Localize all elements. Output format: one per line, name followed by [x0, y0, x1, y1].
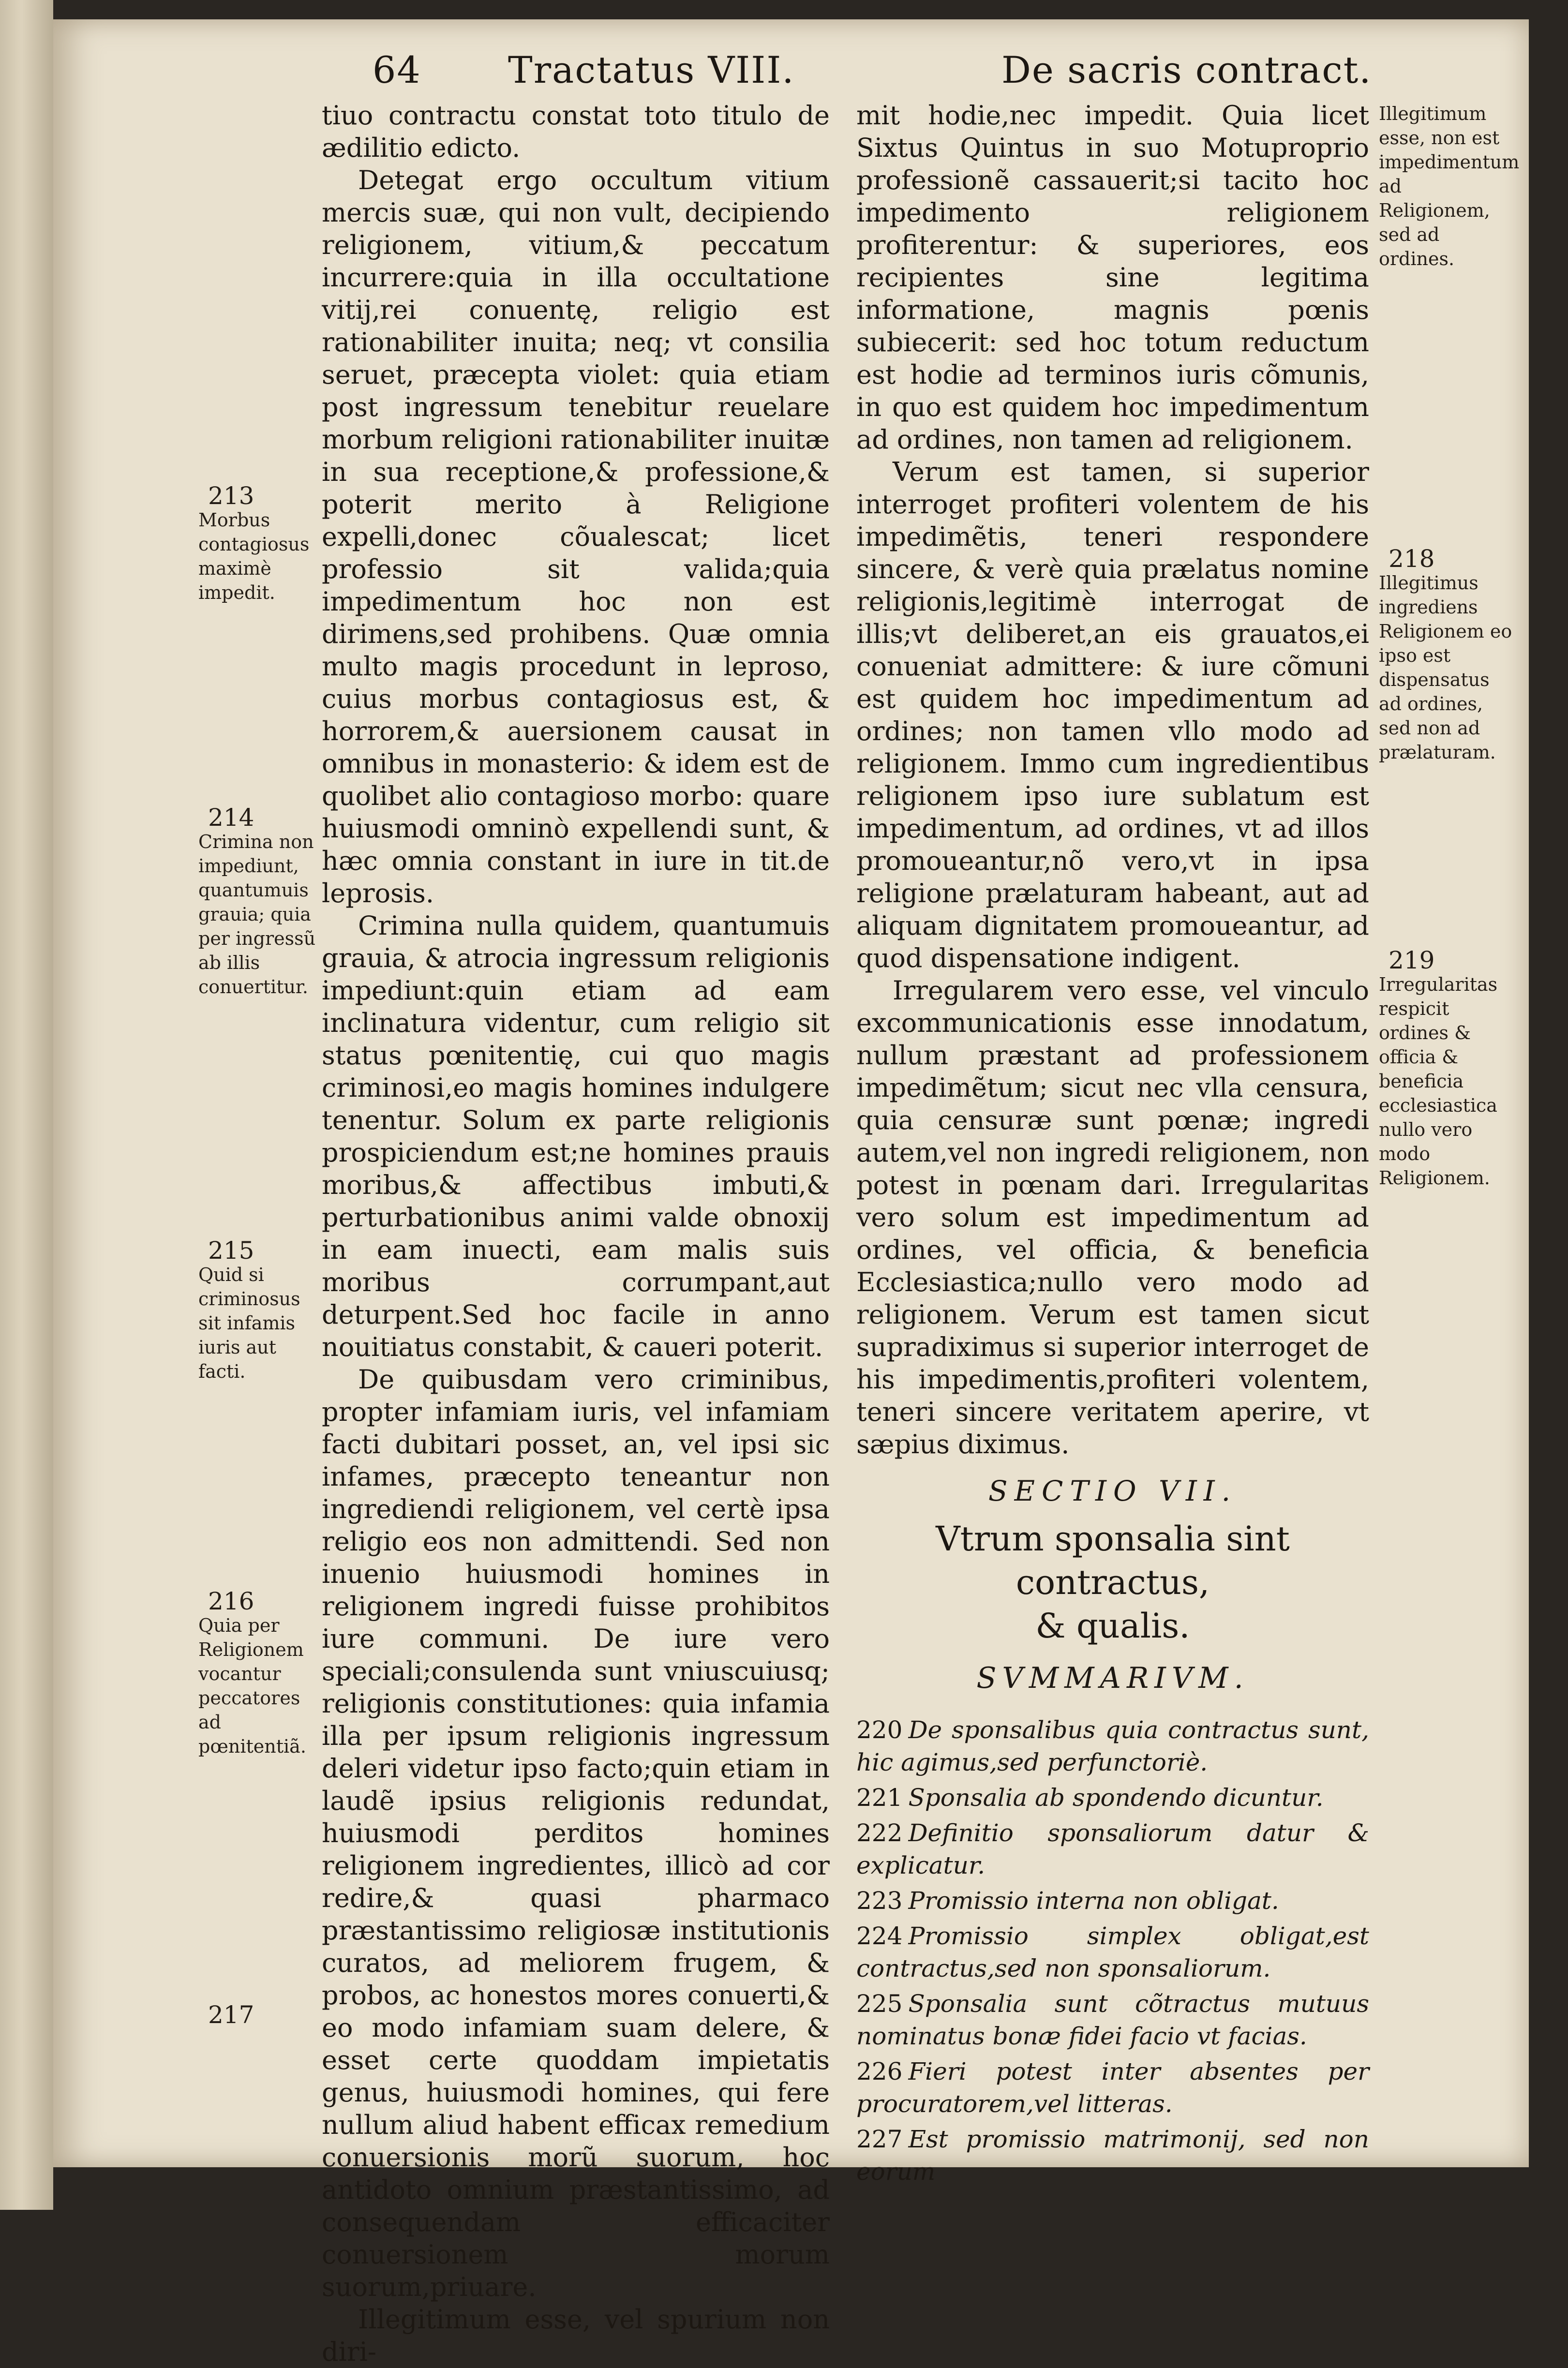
summary-list: [856, 1714, 1369, 2188]
margin-note-217: 217: [208, 2001, 254, 2029]
margin-note-216: 216 Quia per Religionem vocantur peccatores ad pœnitentiã.: [198, 1587, 306, 1757]
paragraph: Illegitimum esse, vel spurium non diri-: [322, 2304, 830, 2367]
margin-note-214: 214 Crimina non impediunt, quantumuis grauia; quia per ingressũ ab illis conuertitur.: [198, 804, 316, 998]
left-text-column: [322, 99, 830, 2368]
paragraph: tiuo contractu constat toto titulo de ædilitio edicto.: [322, 100, 830, 163]
summary-item: 223 Promissio interna non obligat.: [856, 1887, 1279, 1915]
summary-item: 221 Sponsalia ab spondendo dicuntur.: [856, 1784, 1324, 1812]
summary-item: 220 De sponsalibus quia contractus sunt, hic agimus,sed perfunctoriè.: [856, 1716, 1369, 1776]
margin-note-215: 215 Quid si criminosus sit infamis iuris aut facti.: [198, 1236, 300, 1382]
summary-item: 227 Est promissio matrimonij, sed non eorum: [856, 2125, 1369, 2186]
header-title-left: Tractatus VIII.: [508, 48, 795, 91]
summary-item: 224 Promissio simplex obligat,est contractus,sed non sponsaliorum.: [856, 1922, 1369, 1982]
margin-note-213: 213 Morbus contagiosus maximè impedit.: [198, 482, 310, 603]
summary-item: 226 Fieri potest inter absentes per procuratorem,vel litteras.: [856, 2057, 1369, 2118]
paragraph: mit hodie,nec impedit. Quia licet Sixtus Quintus in suo Motuproprio professionẽ cassauerit;si tacito hoc impedimento religionem profiterentur: & superiores, eos recipientes sine legitima informatione, magnis pœnis subiecerit: sed hoc totum reductum est hodie ad terminos iuris cõmunis, in quo est quidem hoc impedimentum ad ordines, non tamen ad religionem.: [856, 100, 1369, 455]
margin-note-218: 218 Illegitimus ingrediens Religionem eo ipso est dispensatus ad ordines, sed non ad prælaturam.: [1379, 545, 1512, 763]
summary-item: 225 Sponsalia sunt cõtractus mutuus nominatus bonæ fidei facio vt facias.: [856, 1990, 1369, 2050]
section-title: Vtrum sponsalia sint contractus, & qualis.: [936, 1519, 1290, 1646]
right-text-column: [856, 99, 1369, 2191]
paragraph: Crimina nulla quidem, quantumuis grauia, & atrocia ingressum religionis impediunt:quin etiam ad eam inclinatura videntur, cum religio sit status pœnitentię, cui quo magis criminosi,eo magis homines indulgere tenentur. Solum ex parte religionis prospiciendum est;ne homines prauis moribus,& affectibus imbuti,& perturbationibus animi valde obnoxij in eam inuecti, eam malis suis moribus corrumpant,aut deturpent.Sed hoc facile in anno nouitiatus constabit, & caueri poterit.: [322, 910, 830, 1362]
book-spine: [0, 0, 53, 2210]
summary-heading: SVMMARIVM.: [976, 1661, 1249, 1695]
section-heading: SECTIO VII.: [988, 1474, 1238, 1507]
running-header: [314, 48, 1379, 102]
margin-note-illegitimum: Illegitimum esse, non est impedimentum ad Religionem, sed ad ordines.: [1379, 103, 1520, 269]
paragraph: De quibusdam vero criminibus, propter infamiam iuris, vel infamiam facti dubitari posset, an, vel ipsi sic infames, præcepto teneantur non ingrediendi religionem, vel certè ipsa religio eos non admittendi. Sed non inuenio huiusmodi homines in religionem ingredi fuisse prohibitos iure communi. De iure vero speciali;consulenda sunt vniuscuiusq; religionis constitutiones: quia infamia illa per ipsum religionis ingressum deleri videtur ipso facto;quin etiam in laudẽ ipsius religionis redundat, huiusmodi perditos homines religionem ingredientes, illicò ad cor redire,& quasi pharmaco præstantissimo religiosæ institutionis curatos, ad meliorem frugem, & probos, ac honestos mores conuerti,& eo modo infamiam suam delere, & esset certe quoddam impietatis genus, huiusmodi homines, qui fere nullum aliud habent efficax remedium conuersionis morũ suorum, hoc antidoto omnium præstantissimo, ad consequendam efficaciter conuersionem morum suorum,priuare.: [322, 1364, 830, 2302]
margin-note-219: 219 Irregularitas respicit ordines & officia & beneficia ecclesiastica nullo vero modo Religionem.: [1379, 946, 1498, 1189]
paragraph: Detegat ergo occultum vitium mercis suæ, qui non vult, decipiendo religionem, vitium,& peccatum incurrere:quia in illa occultatione vitij,rei conuentę, religio est rationabiliter inuita; neq; vt consilia seruet, præcepta violet: quia etiam post ingressum tenebitur reuelare morbum religioni rationabiliter inuitæ in sua receptione,& professione,& poterit merito à Religione expelli,donec cõualescat; licet professio sit valida;quia impedimentum hoc non est dirimens,sed prohibens. Quæ omnia multo magis procedunt in leproso, cuius morbus contagiosus est, & horrorem,& auersionem causat in omnibus in monasterio: & idem est de quolibet alio contagioso morbo: quare huiusmodi omninò expellendi sunt, & hæc omnia constant in iure in tit.de leprosis.: [322, 165, 830, 908]
paragraph: Verum est tamen, si superior interroget profiteri volentem de his impedimẽtis, teneri respondere sincere, & verè quia prælatus nomine religionis,legitimè interrogat de illis;vt deliberet,an eis grauatos,ei conueniat admittere: & iure cõmuni est quidem hoc impedimentum ad ordines; non tamen vllo modo ad religionem. Immo cum ingredientibus religionem ipso iure sublatum est impedimentum, ad ordines, vt ad illos promoueantur,nõ vero,vt in ipsa religione prælaturam habeant, aut ad aliquam dignitatem promoueantur, ad quod dispensatione indigent.: [856, 457, 1369, 973]
summary-item: 222 Definitio sponsaliorum datur & explicatur.: [856, 1819, 1369, 1879]
header-title-right: De sacris contract.: [1001, 48, 1372, 91]
paragraph: Irregularem vero esse, vel vinculo excommunicationis esse innodatum, nullum præstant ad professionem impedimẽtum; sicut nec vlla censura, quia censuræ sunt pœnæ; ingredi autem,vel non ingredi religionem, non potest in pœnam dari. Irregularitas vero solum est impedimentum ad ordines, vel officia, & beneficia Ecclesiastica;nullo vero modo ad religionem. Verum est tamen sicut supradiximus si superior interroget de his impedimentis,profiteri volentem, teneri sincere veritatem aperire, vt sæpius diximus.: [856, 975, 1369, 1460]
page-number: 64: [373, 48, 421, 91]
